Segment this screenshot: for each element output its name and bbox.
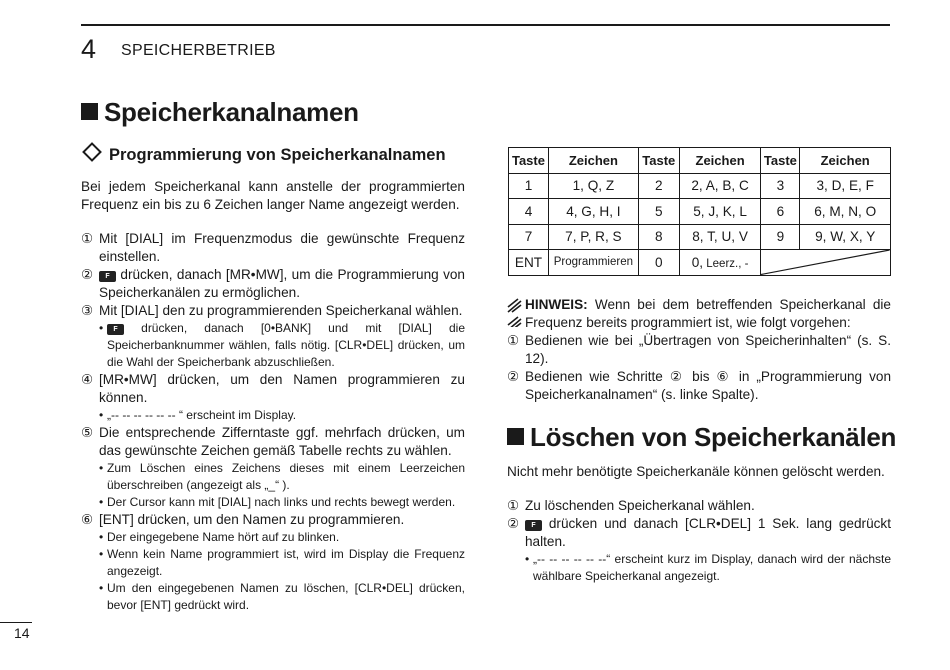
chapter-number: 4 — [81, 34, 97, 64]
table-row: 1 1, Q, Z 2 2, A, B, C 3 3, D, E, F — [509, 173, 891, 199]
table-header: Zeichen — [800, 148, 891, 174]
delete-step-2-bullet: • „-- -- -- -- -- --“ erscheint kurz im Display, danach wird der nächste wählbare Speicherkanal angezeigt. — [525, 552, 891, 583]
function-key-icon: F — [525, 520, 542, 531]
table-header-row — [509, 148, 891, 174]
note-block: HINWEIS: Wenn bei dem betreffenden Speicherkanal die Frequenz bereits programmiert ist, wie folgt vorgehen: ① Bedienen wie bei „Übertragen von Speicherinhalten“ (s. S. 12). ② Bedienen wie Schritte ② bis ⑥ in „Programmierung von Speicherkanalnamen“ (s. linke Spalte). — [507, 297, 891, 402]
step-3-bullet: • F drücken, danach [0•BANK] und mit [DIAL] die Speicherbanknummer wählen, falls nötig. [CLR•DEL] drücken, um die Wahl der Speicherbank abzuschließen. — [99, 321, 465, 369]
step-1: ① Mit [DIAL] im Frequenzmodus die gewünschte Frequenz einstellen. — [81, 231, 465, 264]
step-4-bullet: • „-- -- -- -- -- -- “ erscheint im Display. — [99, 408, 297, 422]
section-heading-names: Speicherkanalnamen — [81, 97, 359, 128]
empty-diagonal-cell — [761, 250, 891, 276]
section-heading-delete: Löschen von Speicherkanälen — [507, 422, 896, 453]
step-5: ⑤ Die entsprechende Zifferntaste ggf. mehrfach drücken, um das gewünschte Zeichen gemäß Tabelle rechts zu wählen. — [81, 425, 465, 458]
diamond-icon — [82, 142, 102, 162]
square-bullet-icon — [507, 428, 524, 445]
intro-paragraph: Bei jedem Speicherkanal kann anstelle der programmierten Frequenz ein bis zu 6 Zeichen langer Name angezeigt werden. — [81, 179, 465, 212]
step-6-bullet: • Wenn kein Name programmiert ist, wird im Display die Frequenz angezeigt. — [99, 547, 465, 578]
header-rule — [81, 24, 890, 26]
step-6-bullet: • Um den eingegebenen Namen zu löschen, [CLR•DEL] drücken, bevor [ENT] gedrückt wird. — [99, 581, 465, 612]
character-table — [508, 147, 891, 276]
delete-intro: Nicht mehr benötigte Speicherkanäle können gelöscht werden. — [507, 464, 885, 479]
table-header: Taste — [638, 148, 679, 174]
delete-step-2: ② F drücken und danach [CLR•DEL] 1 Sek. lang gedrückt halten. — [507, 516, 891, 549]
step-5-bullet: • Der Cursor kann mit [DIAL] nach links und rechts bewegt werden. — [99, 495, 456, 509]
note-step-2: ② Bedienen wie Schritte ② bis ⑥ in „Programmierung von Speicherkanalnamen“ (s. linke Spalte). — [507, 369, 891, 402]
step-5-bullet: • Zum Löschen eines Zeichens dieses mit einem Leerzeichen überschreiben (angezeigt als „_“ ). — [99, 461, 465, 492]
step-6: ⑥ [ENT] drücken, um den Namen zu programmieren. — [81, 512, 405, 527]
delete-block — [507, 463, 891, 585]
subheading: Programmierung von Speicherkanalnamen — [81, 145, 446, 165]
table-header: Zeichen — [679, 148, 761, 174]
table-header: Taste — [761, 148, 800, 174]
table-row: 4 4, G, H, I 5 5, J, K, L 6 6, M, N, O — [509, 199, 891, 225]
note-step-1: ① Bedienen wie bei „Übertragen von Speicherinhalten“ (s. S. 12). — [507, 333, 891, 366]
step-4: ④ [MR•MW] drücken, um den Namen programmieren zu können. — [81, 372, 465, 405]
function-key-icon: F — [107, 324, 124, 335]
note-label: HINWEIS: — [525, 297, 588, 312]
delete-step-1: ① Zu löschenden Speicherkanal wählen. — [507, 498, 755, 513]
table-row: ENT Programmieren 0 0, Leerz., - — [509, 250, 891, 276]
function-key-icon: F — [99, 271, 116, 282]
page-number: 14 — [14, 625, 30, 641]
step-6-bullet: • Der eingegebene Name hört auf zu blinken. — [99, 530, 340, 544]
chapter-title: SPEICHERBETRIEB — [121, 42, 276, 59]
step-3: ③ Mit [DIAL] den zu programmierenden Speicherkanal wählen. — [81, 303, 463, 318]
square-bullet-icon — [81, 103, 98, 120]
table-header: Zeichen — [548, 148, 638, 174]
left-column — [81, 178, 465, 614]
table-header: Taste — [509, 148, 549, 174]
page-number-rule — [0, 622, 32, 623]
table-row: 7 7, P, R, S 8 8, T, U, V 9 9, W, X, Y — [509, 224, 891, 250]
step-2: ② F drücken, danach [MR•MW], um die Programmierung von Speicherkanälen zu ermöglichen. — [81, 267, 465, 300]
